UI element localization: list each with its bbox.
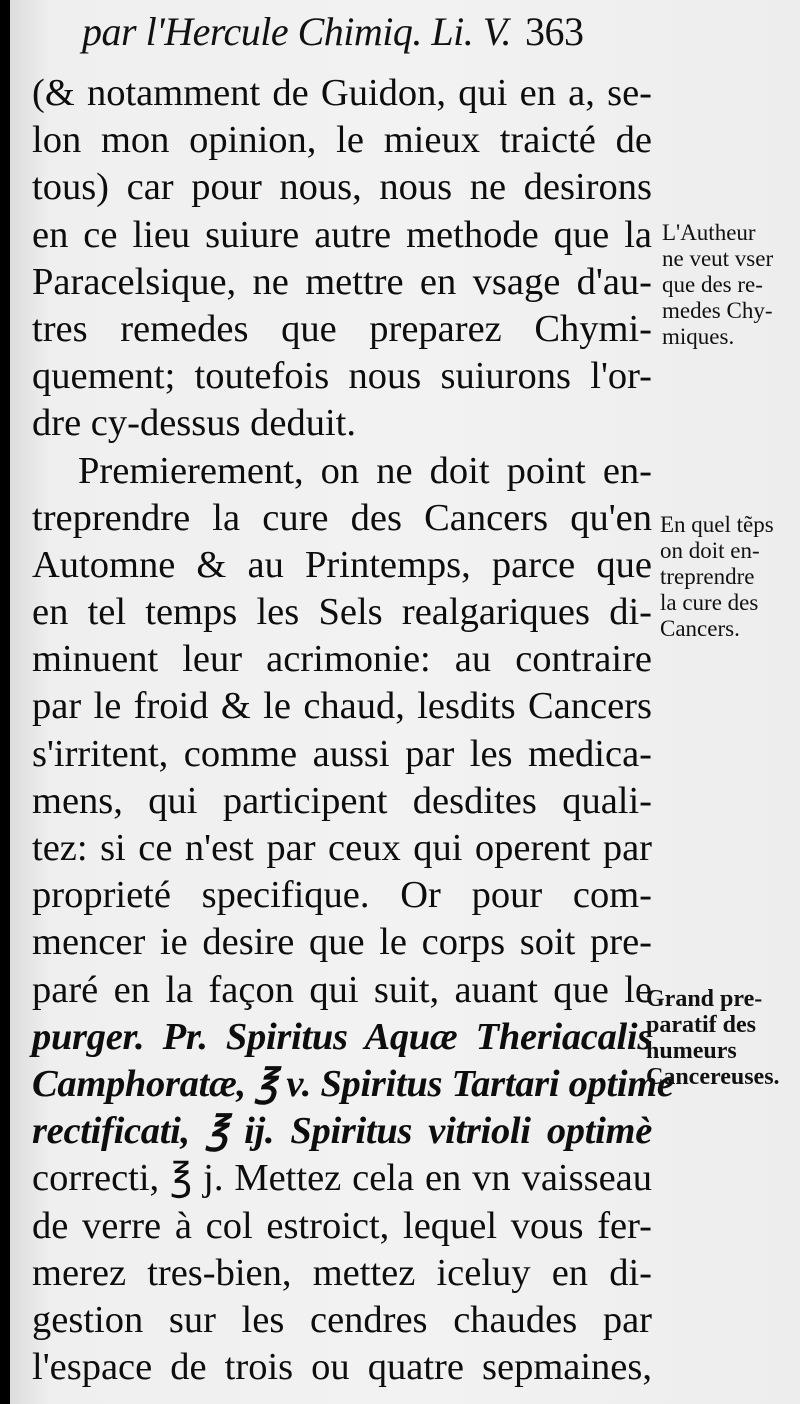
- margin-note-line: Cancereuses.: [646, 1064, 780, 1090]
- margin-note-author: [662, 220, 800, 350]
- margin-note-line: humeurs: [646, 1038, 737, 1064]
- book-page: [10, 0, 800, 1404]
- margin-note-preparation: [646, 986, 786, 1090]
- text-line: proprieté specifique. Or pour com-: [32, 874, 652, 917]
- text-line: mens, qui participent desdites quali-: [32, 779, 652, 822]
- text-line: en ce lieu suiure autre methode que la: [32, 213, 652, 256]
- text-line: en tel temps les Sels realgariques di-: [32, 591, 652, 634]
- latin-recipe-line: rectificati, ℥ ij. Spiritus vitrioli optimè: [32, 1110, 652, 1153]
- running-title: par l'Hercule Chimiq. Li. V.: [82, 9, 512, 54]
- text-line: mencer ie desire que le corps soit pre-: [32, 921, 652, 964]
- margin-note-line: En quel tẽps: [660, 512, 774, 537]
- text-line: minuent leur acrimonie: au contraire: [32, 638, 652, 681]
- main-text-column: [32, 70, 674, 1391]
- text-line: s'irritent, comme aussi par les medica-: [32, 732, 652, 775]
- latin-recipe-line: purger. Pr. Spiritus Aquæ Theriacalis: [32, 1015, 652, 1058]
- text-line: lon mon opinion, le mieux traicté de: [32, 119, 652, 162]
- text-line: l'espace de trois ou quatre sepmaines,: [32, 1346, 652, 1389]
- text-line: quement; toutefois nous suiurons l'or-: [32, 355, 652, 398]
- margin-note-line: treprendre: [660, 564, 755, 589]
- text-line: correcti, ℥ j. Mettez cela en vn vaisseau: [32, 1157, 652, 1200]
- text-line: (& notamment de Guidon, qui en a, se-: [32, 72, 652, 114]
- margin-note-line: miques.: [662, 324, 735, 349]
- text-line: dre cy-dessus deduit.: [32, 402, 356, 445]
- margin-note-line: paratif des: [646, 1012, 756, 1038]
- latin-recipe-line: Camphoratæ, ℥ v. Spiritus Tartari optime: [32, 1062, 674, 1105]
- margin-note-line: L'Autheur: [662, 220, 756, 245]
- text-line: Automne & au Printemps, parce que: [32, 543, 652, 586]
- text-line: merez tres-bien, mettez iceluy en di-: [32, 1251, 652, 1294]
- margin-note-season: [660, 512, 800, 642]
- page-number: 363: [525, 9, 584, 54]
- margin-note-line: ne veut vser: [662, 246, 774, 271]
- margin-note-line: la cure des: [660, 590, 759, 615]
- text-line: tres remedes que preparez Chymi-: [32, 307, 652, 350]
- paragraph-start-line: Premierement, on ne doit point en-: [78, 449, 652, 492]
- text-line: treprendre la cure des Cancers qu'en: [32, 496, 652, 539]
- margin-note-line: Grand pre-: [646, 986, 763, 1012]
- text-line: tous) car pour nous, nous ne desirons: [32, 166, 652, 209]
- margin-note-line: que des re-: [662, 272, 763, 297]
- text-line: de verre à col estroict, lequel vous fer-: [32, 1204, 652, 1247]
- text-line: Paracelsique, ne mettre en vsage d'au-: [32, 260, 652, 303]
- text-line: gestion sur les cendres chaudes par: [32, 1298, 652, 1341]
- margin-note-line: Cancers.: [660, 616, 740, 641]
- running-header: [82, 8, 584, 56]
- text-line: tez: si ce n'est par ceux qui operent par: [32, 827, 652, 869]
- text-line: par le froid & le chaud, lesdits Cancers: [32, 685, 652, 728]
- text-line: paré en la façon qui suit, auant que le: [32, 968, 652, 1011]
- margin-note-line: medes Chy-: [662, 298, 773, 323]
- margin-note-line: on doit en-: [660, 538, 760, 563]
